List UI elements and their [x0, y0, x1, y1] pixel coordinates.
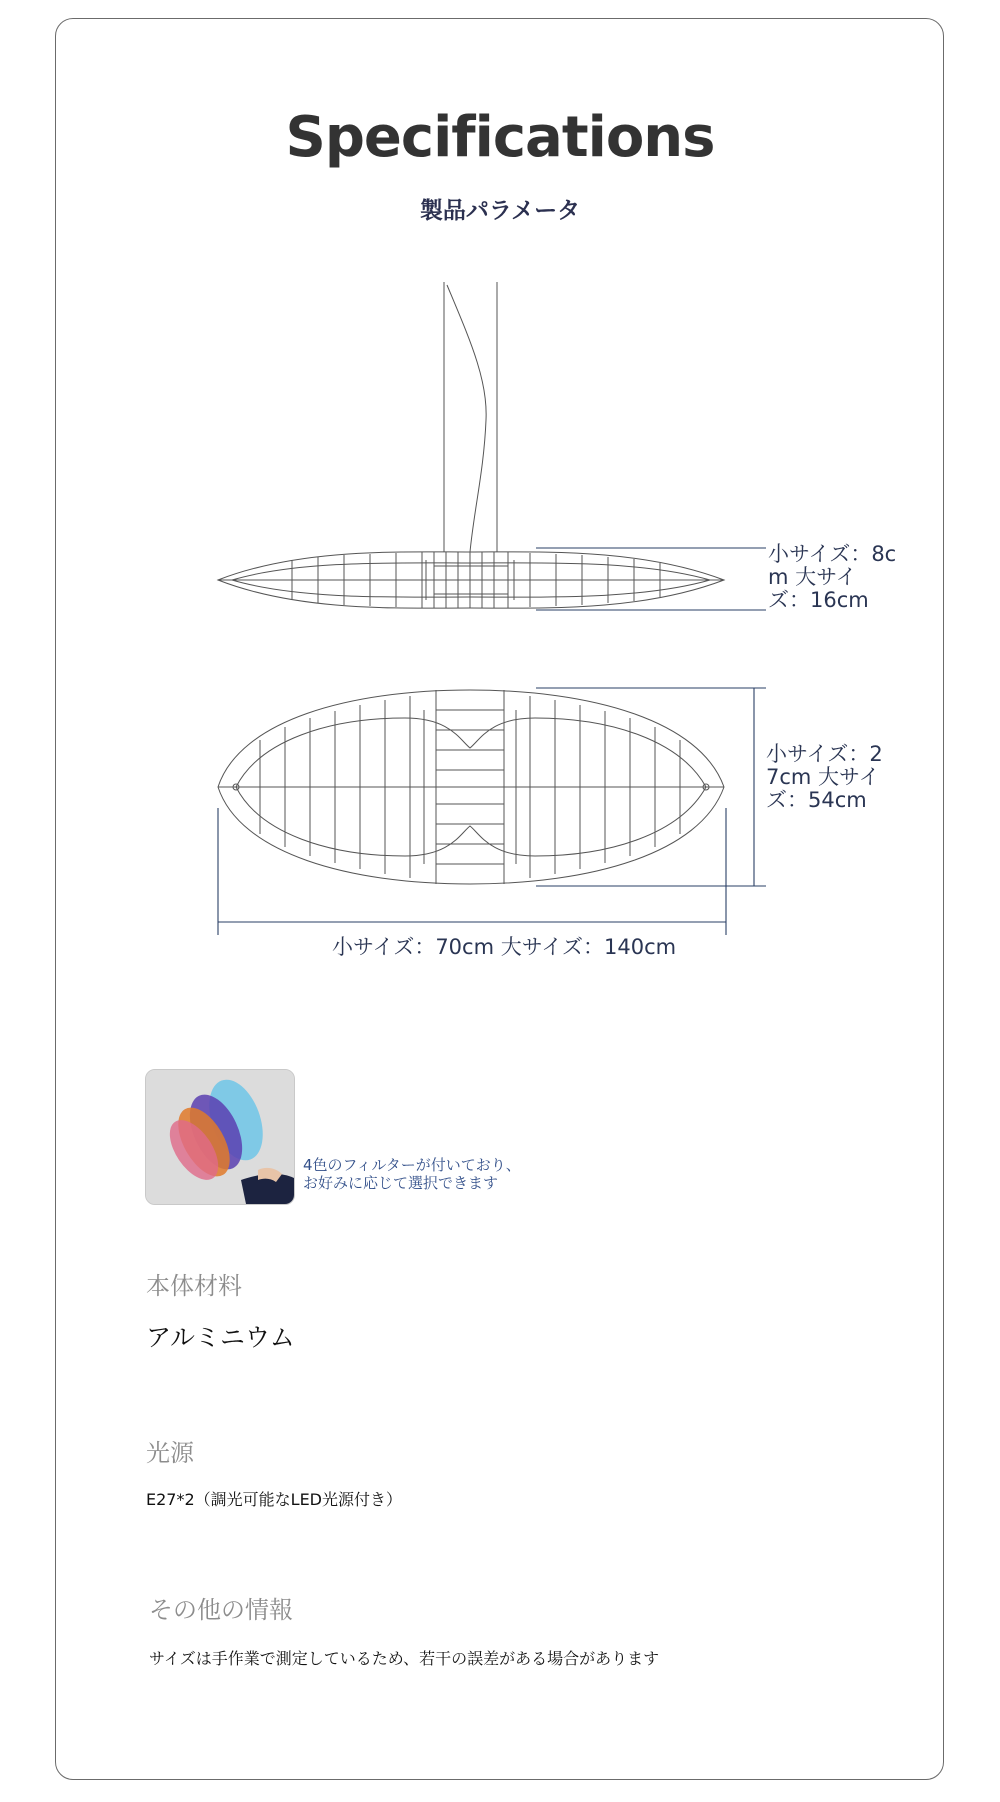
lamp-side-view — [218, 552, 724, 608]
light-source-label: 光源 — [146, 1439, 194, 1467]
dimension-lines — [218, 548, 766, 935]
filter-note-line2: お好みに応じて選択できます — [303, 1174, 499, 1192]
color-filters-icon — [146, 1070, 294, 1204]
filter-note-line1: 4色のフィルターが付いており、 — [303, 1156, 521, 1174]
other-info-label: その他の情報 — [149, 1596, 293, 1624]
lamp-top-view — [218, 690, 724, 884]
power-cord — [447, 285, 486, 552]
filter-note — [303, 1156, 521, 1192]
page-title: Specifications — [285, 105, 715, 170]
other-info-value: サイズは手作業で測定しているため、若干の誤差がある場合があります — [149, 1649, 660, 1668]
material-value: アルミニウム — [146, 1323, 295, 1352]
page-subtitle: 製品パラメータ — [419, 198, 581, 224]
width-dimension-label: 小サイズ：70cm 大サイズ：140cm — [332, 935, 677, 959]
material-label: 本体材料 — [146, 1272, 242, 1300]
light-source-value: E27*2（調光可能なLED光源付き） — [146, 1490, 402, 1509]
depth-dimension-label: 小サイズ：27cm 大サイズ：54cm — [766, 742, 883, 812]
filter-photo — [145, 1069, 295, 1205]
height-dimension-label: 小サイズ：8cm 大サイズ：16cm — [768, 542, 897, 612]
